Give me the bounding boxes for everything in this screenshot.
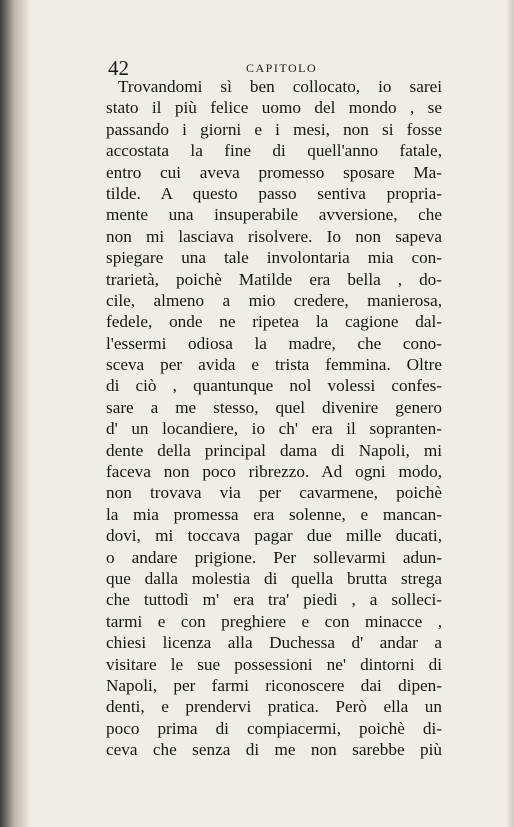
- text-line: tilde. A questo passo sentiva propria-: [106, 183, 442, 203]
- text-line: accostata la fine di quell'anno fatale,: [106, 141, 442, 161]
- text-line: dente della principal dama di Napoli, mi: [106, 440, 442, 460]
- text-line: Napoli, per farmi riconoscere dai dipen-: [106, 675, 442, 695]
- text-line: Trovandomi sì ben collocato, io sarei: [118, 77, 442, 96]
- text-line: di ciò , quantunque nol volessi confes-: [106, 376, 442, 396]
- text-line: che tuttodì m' era tra' piedi , a solleci-: [106, 590, 442, 610]
- text-line: non trovava via per cavarmene, poichè: [106, 483, 442, 503]
- text-line: stato il più felice uomo del mondo , se: [106, 98, 442, 118]
- text-line: l'essermi odiosa la madre, che cono-: [106, 333, 442, 353]
- text-line: dovi, mi toccava pagar due mille ducati,: [106, 526, 442, 546]
- text-line: sceva per avida e trista femmina. Oltre: [106, 355, 442, 375]
- text-line: visitare le sue possessioni ne' dintorni di: [106, 654, 442, 674]
- text-line: poco prima di compiacermi, poichè di-: [106, 718, 442, 738]
- page-number: 42: [108, 56, 129, 80]
- text-line: ceva che senza di me non sarebbe più: [106, 740, 442, 760]
- binding-gutter: [0, 0, 30, 827]
- text-line: denti, e prendervi pratica. Però ella un: [106, 697, 442, 717]
- text-line: chiesi licenza alla Duchessa d' andar a: [106, 633, 442, 653]
- text-line: d' un locandiere, io ch' era il sopranten-: [106, 419, 442, 439]
- text-line: tarmi e con preghiere e con minacce ,: [106, 611, 442, 631]
- text-line: o andare prigione. Per sollevarmi adun-: [106, 547, 442, 567]
- text-line: mente una insuperabile avversione, che: [106, 205, 442, 225]
- body-text: [106, 76, 442, 761]
- running-head: CAPITOLO: [246, 61, 318, 75]
- text-line: passando i giorni e i mesi, non si fosse: [106, 119, 442, 139]
- text-line: fedele, onde ne ripetea la cagione dal-: [106, 312, 442, 332]
- text-line: cile, almeno a mio credere, manierosa,: [106, 290, 442, 310]
- text-line: entro cui aveva promesso sposare Ma-: [106, 162, 442, 182]
- text-line: spiegare una tale involontaria mia con-: [106, 248, 442, 268]
- text-line: non mi lasciava risolvere. Io non sapeva: [106, 226, 442, 246]
- page-edge: [506, 0, 514, 827]
- text-line: faceva non poco ribrezzo. Ad ogni modo,: [106, 462, 442, 482]
- text-line: sare a me stesso, quel divenire genero: [106, 397, 442, 417]
- text-line: la mia promessa era solenne, e mancan-: [106, 504, 442, 524]
- text-line: trarietà, poichè Matilde era bella , do-: [106, 269, 442, 289]
- text-line: que dalla molestia di quella brutta strega: [106, 568, 442, 588]
